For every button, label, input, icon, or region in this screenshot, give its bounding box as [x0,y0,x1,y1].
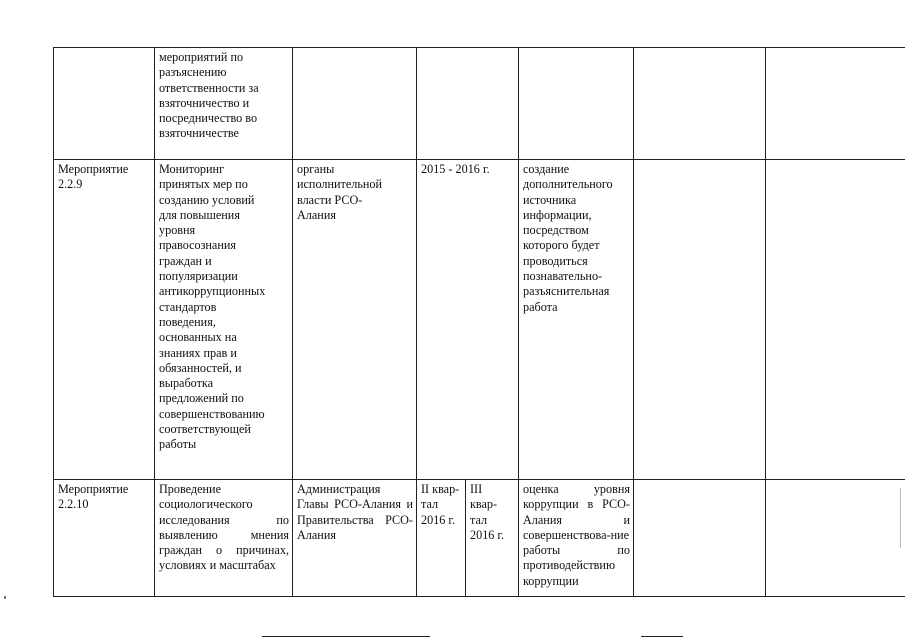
measure-id-cell: Мероприятие 2.2.9 [54,160,155,480]
footer-rule [641,636,683,637]
empty-cell [766,480,905,597]
measure-id-cell [54,48,155,160]
executor-cell [293,48,417,160]
empty-cell [766,160,905,480]
scan-edge-mark [900,488,901,548]
measures-table [53,47,905,597]
measure-name-cell: мероприятий по разъяснению ответственности за взяточничество и посредничество во взяточничестве [155,48,293,160]
term-start-cell: II квар- тал 2016 г. [417,480,466,597]
measure-name-cell: Мониторинг принятых мер по созданию условий для повышения уровня правосознания граждан и популяризации антикоррупционных стандартов поведения, основанных на знаниях прав и обязанностей, и выработка предложений по совершенствованию соответствующей работы [155,160,293,480]
measure-id-cell: Мероприятие 2.2.10 [54,480,155,597]
table-row [54,160,905,480]
term-cell [417,48,519,160]
empty-cell [634,480,766,597]
scan-speck [4,596,6,599]
result-cell: оценка уровня коррупции в РСО-Алания и совершенствова-ние работы по противодействию коррупции [519,480,634,597]
executor-cell: органы исполнительной власти РСО- Алания [293,160,417,480]
empty-cell [766,48,905,160]
term-cell: 2015 - 2016 г. [417,160,519,480]
table-row [54,48,905,160]
result-cell: создание дополнительного источника информации, посредством которого будет проводиться познавательно- разъяснительная работа [519,160,634,480]
empty-cell [634,160,766,480]
table-row [54,480,905,597]
empty-cell [634,48,766,160]
measure-name-cell: Проведение социологического исследования по выявлению мнения граждан о причинах, условиях и масштабах [155,480,293,597]
term-end-cell: III квар- тал 2016 г. [466,480,519,597]
result-cell [519,48,634,160]
footer-rule [262,636,430,637]
executor-cell: Администрация Главы РСО-Алания и Правительства РСО-Алания [293,480,417,597]
